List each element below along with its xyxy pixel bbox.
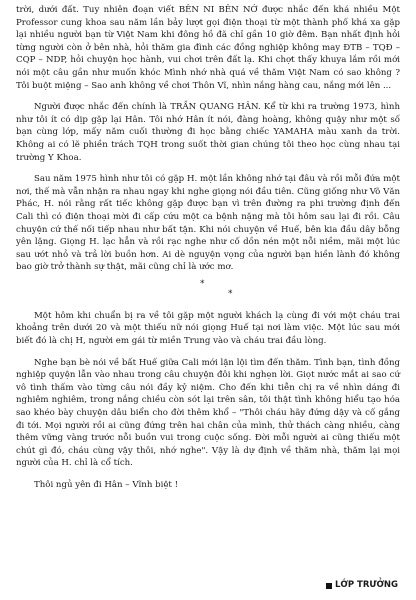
- paragraph-closing: Thôi ngủ yên đi Hân – Vĩnh biệt !: [34, 480, 179, 490]
- square-bullet-icon: [326, 583, 332, 589]
- author-signature: [326, 579, 398, 592]
- section-separator: [16, 280, 400, 310]
- signature-text: LỚP TRƯỞNG: [335, 580, 398, 591]
- separator-star: *: [200, 278, 205, 289]
- paragraph-tran-quang-han: Người được nhắc đến chính là TRẦN QUANG HÂN. Kể từ khi ra trường 1973, hình như tôi ít có dịp gặp lại Hân. Tôi nhớ Hân ít nói, đàng hoàng, không quậy như một số bạn cùng lớp, mấy năm cuối thường đi học bằng chiếc YAMAHA màu xanh da trời. Không ai có lẽ phiền trách TQH trong suốt thời gian chúng tôi theo học cùng nhau tại trường Y Khoa.: [16, 102, 400, 163]
- paragraph-farewell-visit: Nghe bạn bè nói về bất Huế giữa Cali mới lận lội tìm đến thăm. Tình bạn, tình đồng nghiệp quyện lẫn vào nhau trong câu chuyện đôi khi nghẹn lời. Giọt nước mắt ai sao cứ vô tình thấm vào từng câu nói đầy kỷ niệm. Cho đến khi tiễn chị ra về nhìn dáng đi nghiêm nghiêm, trong nắng chiều còn sót lại trên sân, tôi thật tình không hiểu tạo hóa sao khéo bày chuyện dâu biển cho đời thêm khổ – "Thôi cháu hãy đứng dậy và cố gắng đi tới. Mọi người rồi ai cũng đứng trên hai chân của mình, thử thách càng nhiều, càng thêm vững vàng trước nỗi buồn vui trong cuộc sống. Đời mỗi người ai cũng thiếu một chút gì đó, cháu cùng vậy thôi, nhớ nghe". Vậy là dự định về thăm nhà, thăm lại mọi người của H. chỉ là cổ tích.: [16, 357, 400, 469]
- separator-star: *: [228, 288, 233, 299]
- paragraph-after-1975: Sau năm 1975 hình như tôi có gặp H. một lần không nhớ tại đâu và rồi mỗi đứa một nơi, thế mà vẫn nhận ra nhau ngay khi nghe giọng nói đầu tiên. Cũng giống như Võ Văn Phác, H. nói rằng rất tiếc không gặp được bạn vì trên đường ra phi trường định đến Cali thì có điện thoại mời đi cấp cứu một ca bệnh nặng mà tôi hôm sau lại đi rồi. Câu chuyện cứ thế nối tiếp nhau như bất tận. Khi nói chuyện về Huế, bên kia đầu dây bỗng yên lặng. Giọng H. lạc hẳn và rồi rạc nghe như cố dồn nén một nỗi niềm, mãi một lúc sau ướt nhỏ và trả lời buồn hơn. Ai dè nguyện vọng của người bạn hiền lành đó không bao giờ trở thành sự thật, mãi cũng chỉ là ước mơ.: [16, 174, 400, 273]
- paragraph-visitor: Một hôm khi chuẩn bị ra về tôi gặp một người khách lạ cùng đi với một cháu trai khoảng trên dưới 20 và một thiếu nữ nói giọng Huế tại nơi làm việc. Một lúc sau mới biết đó là chị H, người em gái từ miền Trung vào và cháu trai đầu lòng.: [16, 310, 400, 347]
- paragraph-continuation: trời, dưới đất. Tuy nhiên đoạn viết BÊN NI BÊN NỚ được nhắc đến khá nhiều Một Professor cung khoa sau năm lần bảy lượt gọi điện thoại từ một thành phố khá xa gặp lại nhiều người bạn từ Việt Nam khi đông hồ đã chỉ gần 10 giờ đêm. Bạn nhất định hỏi từng người còn ở bên nhà, hỏi thăm gia đình các đồng nghiệp không may ĐTB – TQĐ – CQP – NDP, hỏi chuyện học hành, vui chơi trên đất lạ. Khi chợt thấy khuya lắm rồi mới nói một câu gần như muốn khóc Mình nhớ nhà quá về thăm Việt Nam có sao không ? Tôi buột miệng – Sao anh không về chơi Thôn Vĩ, nhìn nắng hàng cau, nắng mới lên ...: [16, 5, 400, 91]
